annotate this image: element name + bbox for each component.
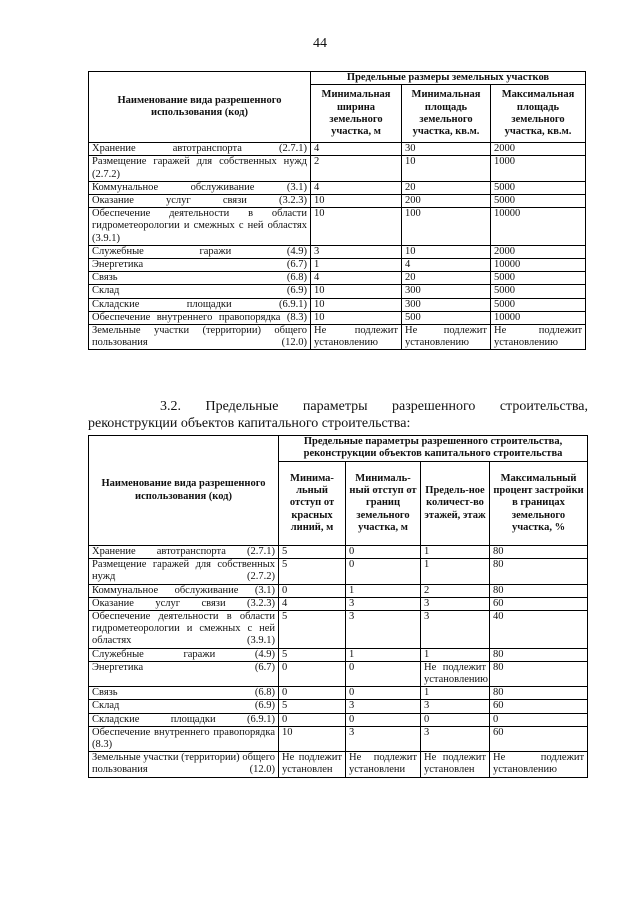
table-row	[89, 713, 588, 726]
value-cell: 5	[279, 700, 346, 713]
value-cell: 3	[346, 597, 421, 610]
row-name-cell: Размещение гаражей для собственных нужд (2.7.2)	[89, 559, 279, 584]
row-name-cell: Обеспечение внутреннего правопорядка (8.3)	[89, 726, 279, 751]
value-cell: 30	[402, 143, 491, 156]
value-cell: Не подлежит установлению	[490, 752, 588, 777]
value-cell: 0	[279, 687, 346, 700]
value-cell: 300	[402, 285, 491, 298]
row-name-cell: Размещение гаражей для собственных нужд (2.7.2)	[89, 156, 311, 181]
column-header: Максимальная площадь земельного участка, кв.м.	[491, 85, 586, 143]
value-cell: 0	[279, 584, 346, 597]
value-cell: 5	[279, 559, 346, 584]
value-cell: 80	[490, 648, 588, 661]
value-cell: Не подлежит установлени	[346, 752, 421, 777]
column-header: Предель-ное количест-во этажей, этаж	[421, 462, 490, 546]
value-cell: 2	[421, 584, 490, 597]
value-cell: 5000	[491, 272, 586, 285]
value-cell: 5000	[491, 285, 586, 298]
value-cell: 10000	[491, 259, 586, 272]
value-cell: 20	[402, 181, 491, 194]
row-name-cell: Служебные гаражи (4.9)	[89, 648, 279, 661]
value-cell: 5	[279, 648, 346, 661]
value-cell: 0	[490, 713, 588, 726]
value-cell: 10	[311, 195, 402, 208]
value-cell: 4	[311, 272, 402, 285]
table-row	[89, 156, 586, 181]
row-name-cell: Коммунальное обслуживание (3.1)	[89, 584, 279, 597]
row-name-cell: Энергетика (6.7)	[89, 661, 279, 686]
value-cell: 10000	[491, 311, 586, 324]
value-cell: 20	[402, 272, 491, 285]
table-row	[89, 285, 586, 298]
row-name-cell: Хранение автотранспорта (2.7.1)	[89, 546, 279, 559]
value-cell: 3	[421, 700, 490, 713]
value-cell: Не подлежит установлению	[311, 325, 402, 350]
value-cell: 5	[279, 611, 346, 649]
value-cell: 3	[421, 726, 490, 751]
row-name-cell: Оказание услуг связи (3.2.3)	[89, 597, 279, 610]
value-cell: 10	[311, 285, 402, 298]
row-name-cell: Обеспечение внутреннего правопорядка (8.3)	[89, 311, 311, 324]
value-cell: 5000	[491, 195, 586, 208]
value-cell: 10000	[491, 208, 586, 246]
value-cell: Не подлежит установлен	[279, 752, 346, 777]
value-cell: 3	[311, 245, 402, 258]
value-cell: 3	[346, 726, 421, 751]
value-cell: 5000	[491, 298, 586, 311]
group-header: Предельные параметры разрешенного строительства, реконструкции объектов капитального строительства	[279, 436, 588, 462]
column-header: Минимальная площадь земельного участка, кв.м.	[402, 85, 491, 143]
section-word: строительства,	[499, 399, 588, 414]
table-row	[89, 584, 588, 597]
table-row	[89, 272, 586, 285]
row-name-cell: Обеспечение деятельности в области гидрометеорологии и смежных с ней областях (3.9.1)	[89, 208, 311, 246]
column-header: Минима-льный отступ от красных линий, м	[279, 462, 346, 546]
value-cell: 10	[402, 245, 491, 258]
value-cell: 1	[346, 584, 421, 597]
row-name-cell: Связь (6.8)	[89, 687, 279, 700]
column-header: Максимальный процент застройки в границах земельного участка, %	[490, 462, 588, 546]
group-header: Предельные размеры земельных участков	[311, 72, 586, 85]
table-row	[89, 752, 588, 777]
value-cell: 4	[402, 259, 491, 272]
value-cell: 10	[311, 298, 402, 311]
row-name-cell: Земельные участки (территории) общего пользования (12.0)	[89, 752, 279, 777]
value-cell: 3	[346, 611, 421, 649]
row-name-cell: Склад (6.9)	[89, 285, 311, 298]
value-cell: 200	[402, 195, 491, 208]
row-name-cell: Обеспечение деятельности в области гидрометеорологии и смежных с ней областях (3.9.1)	[89, 611, 279, 649]
table-row	[89, 648, 588, 661]
table-row	[89, 611, 588, 649]
table-row	[89, 325, 586, 350]
value-cell: 60	[490, 700, 588, 713]
section-heading	[88, 398, 588, 432]
value-cell: 0	[346, 713, 421, 726]
table-row	[89, 687, 588, 700]
value-cell: 1	[421, 687, 490, 700]
row-name-cell: Коммунальное обслуживание (3.1)	[89, 181, 311, 194]
construction-parameters-table	[88, 435, 588, 778]
table-row	[89, 259, 586, 272]
row-name-cell: Земельные участки (территории) общего пользования (12.0)	[89, 325, 311, 350]
value-cell: 10	[311, 311, 402, 324]
value-cell: 60	[490, 726, 588, 751]
value-cell: Не подлежит установлению	[421, 661, 490, 686]
value-cell: 80	[490, 559, 588, 584]
value-cell: 80	[490, 546, 588, 559]
value-cell: 5000	[491, 181, 586, 194]
row-name-cell: Энергетика (6.7)	[89, 259, 311, 272]
table-row	[89, 208, 586, 246]
table-row	[89, 546, 588, 559]
row-name-cell: Складские площадки (6.9.1)	[89, 713, 279, 726]
value-cell: 4	[311, 143, 402, 156]
value-cell: 80	[490, 584, 588, 597]
row-name-cell: Оказание услуг связи (3.2.3)	[89, 195, 311, 208]
value-cell: 3	[346, 700, 421, 713]
value-cell: 500	[402, 311, 491, 324]
table-row	[89, 181, 586, 194]
value-cell: Не подлежит установлен	[421, 752, 490, 777]
value-cell: 4	[279, 597, 346, 610]
value-cell: 10	[311, 208, 402, 246]
value-cell: 10	[402, 156, 491, 181]
table-row	[89, 298, 586, 311]
section-word: параметры	[302, 399, 368, 414]
row-name-cell: Связь (6.8)	[89, 272, 311, 285]
column-header: Минимальная ширина земельного участка, м	[311, 85, 402, 143]
value-cell: 0	[279, 713, 346, 726]
value-cell: 0	[421, 713, 490, 726]
value-cell: 5	[279, 546, 346, 559]
column-header: Минималь-ный отступ от границ земельного участка, м	[346, 462, 421, 546]
value-cell: 1	[311, 259, 402, 272]
value-cell: 80	[490, 687, 588, 700]
section-word: Предельные	[205, 399, 279, 414]
table-row	[89, 661, 588, 686]
value-cell: 0	[346, 661, 421, 686]
section-number: 3.2.	[160, 399, 181, 414]
value-cell: 0	[346, 687, 421, 700]
table-row	[89, 311, 586, 324]
value-cell: Не подлежит установлению	[491, 325, 586, 350]
value-cell: 0	[346, 546, 421, 559]
table-row	[89, 726, 588, 751]
value-cell: 3	[421, 597, 490, 610]
value-cell: 2000	[491, 143, 586, 156]
row-name-cell: Склад (6.9)	[89, 700, 279, 713]
value-cell: 4	[311, 181, 402, 194]
value-cell: 40	[490, 611, 588, 649]
row-name-cell: Складские площадки (6.9.1)	[89, 298, 311, 311]
value-cell: 3	[421, 611, 490, 649]
value-cell: 60	[490, 597, 588, 610]
page-number: 44	[313, 36, 327, 51]
value-cell: 80	[490, 661, 588, 686]
value-cell: 1000	[491, 156, 586, 181]
name-column-header: Наименование вида разрешенного использования (код)	[89, 436, 279, 546]
section-heading-line2: реконструкции объектов капитального строительства:	[88, 416, 411, 431]
table-row	[89, 245, 586, 258]
row-name-cell: Хранение автотранспорта (2.7.1)	[89, 143, 311, 156]
value-cell: 0	[279, 661, 346, 686]
value-cell: 100	[402, 208, 491, 246]
value-cell: 1	[421, 648, 490, 661]
table-row	[89, 559, 588, 584]
land-plot-size-table	[88, 71, 586, 350]
value-cell: 1	[346, 648, 421, 661]
row-name-cell: Служебные гаражи (4.9)	[89, 245, 311, 258]
table-row	[89, 700, 588, 713]
table-row	[89, 597, 588, 610]
value-cell: 300	[402, 298, 491, 311]
value-cell: 2	[311, 156, 402, 181]
value-cell: 10	[279, 726, 346, 751]
value-cell: 1	[421, 546, 490, 559]
table-row	[89, 143, 586, 156]
value-cell: 0	[346, 559, 421, 584]
table-row	[89, 195, 586, 208]
value-cell: 1	[421, 559, 490, 584]
section-word: разрешенного	[392, 399, 476, 414]
name-column-header: Наименование вида разрешенного использования (код)	[89, 72, 311, 143]
value-cell: 2000	[491, 245, 586, 258]
value-cell: Не подлежит установлению	[402, 325, 491, 350]
